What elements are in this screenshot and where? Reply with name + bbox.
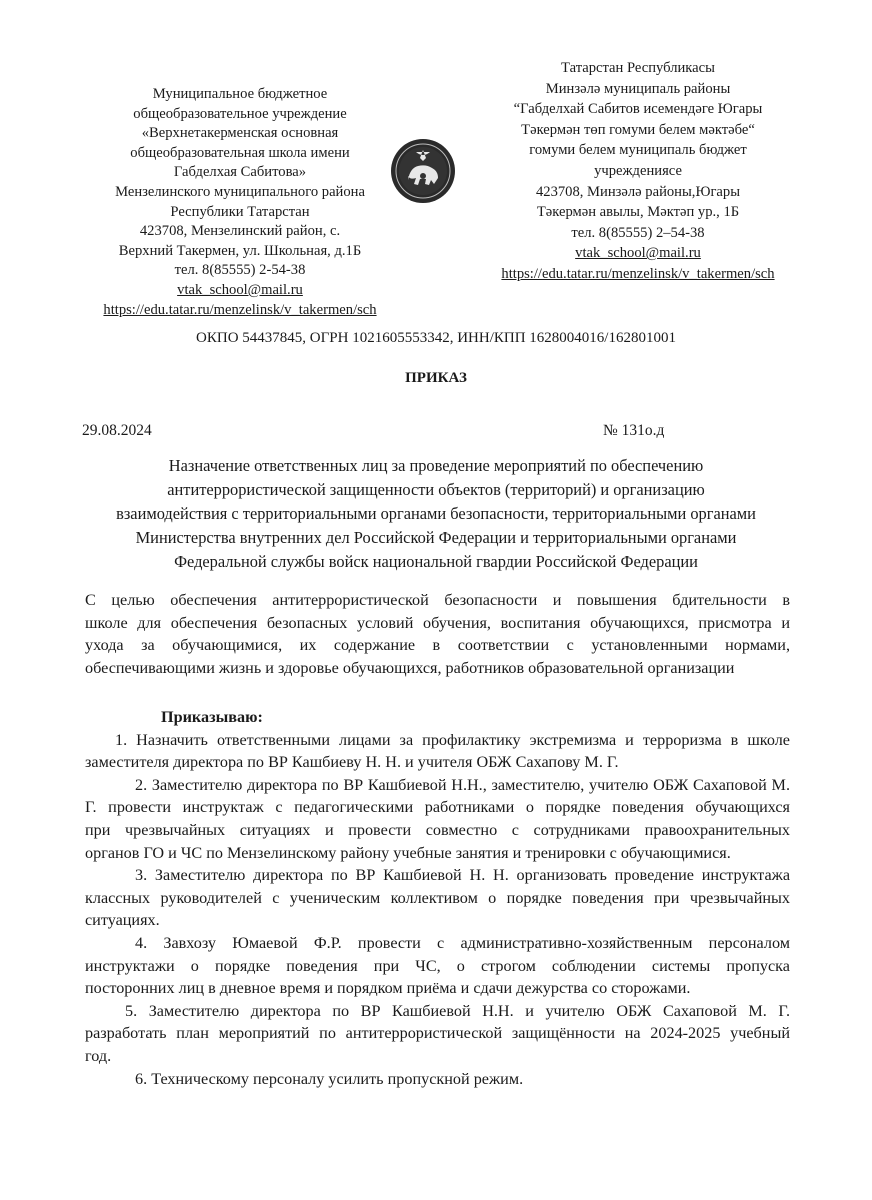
orders-list: [85, 706, 790, 1090]
order-subject: [60, 454, 812, 574]
order-line: 3. Заместителю директора по ВР Кашбиевой Н. Н. организовать проведение инструктажа: [135, 866, 790, 885]
organization-codes: ОКПО 54437845, ОГРН 1021605553342, ИНН/КПП 1628004016/162801001: [196, 330, 676, 346]
order-item: [85, 774, 790, 864]
header-line: общеобразовательная школа имени: [130, 144, 350, 161]
header-line: 423708, Минзәлә районы,Югары: [535, 183, 741, 200]
order-item: [85, 729, 790, 774]
subject-line: взаимодействия с территориальными органами безопасности, территориальными органами: [116, 504, 756, 524]
order-line: 6. Техническому персоналу усилить пропускной режим.: [135, 1069, 524, 1088]
order-number: № 131о.д: [603, 422, 665, 439]
subject-line: Министерства внутренних дел Российской Федерации и территориальными органами: [135, 528, 737, 548]
header-line: «Верхнетакерменская основная: [141, 125, 339, 142]
header-line: Тәкермән авылы, Мәктәп ур., 1Б: [536, 204, 740, 221]
website-link[interactable]: https://edu.tatar.ru/menzelinsk/v_takermen/sch: [501, 265, 775, 282]
order-line: заместителя директора по ВР Кашбиеву Н. Н. и учителя ОБЖ Сахапову М. Г.: [85, 753, 619, 772]
order-item: [85, 1000, 790, 1068]
header-line: Республики Татарстан: [170, 203, 310, 220]
subject-line: антитеррористической защищенности объектов (территорий) и организацию: [167, 480, 705, 500]
header-line: гомуми белем муниципаль бюджет: [529, 142, 747, 159]
website-link[interactable]: https://edu.tatar.ru/menzelinsk/v_takermen/sch: [103, 301, 377, 318]
subject-line: Назначение ответственных лиц за проведение мероприятий по обеспечению: [168, 456, 704, 475]
order-line: 4. Завхозу Юмаевой Ф.Р. провести с административно-хозяйственным персоналом: [135, 933, 790, 952]
header-line: тел. 8(85555) 2–54-38: [571, 224, 705, 241]
intro-paragraph: [85, 589, 790, 679]
email-link[interactable]: vtak_school@mail.ru: [177, 281, 303, 298]
header-line: 423708, Мензелинский район, с.: [139, 223, 341, 240]
intro-line: школе для обеспечения безопасных условий обучения, воспитания обучающихся, присмотра и: [85, 613, 790, 632]
subject-line: Федеральной службы войск национальной гвардии Российской Федерации: [174, 552, 698, 572]
coat-of-arms-icon: [390, 138, 456, 204]
header-line: Минзәлә муниципаль районы: [545, 80, 731, 97]
order-line: посторонних лиц в дневное время и порядком приёма и сдачи дежурства со сторожами.: [85, 979, 691, 998]
order-item: [85, 932, 790, 1000]
header-line: Верхний Такермен, ул. Школьная, д.1Б: [118, 242, 362, 259]
order-line: классных руководителей с ученическим коллективом о порядке поведения при чрезвычайных: [85, 888, 790, 907]
order-line: 2. Заместителю директора по ВР Кашбиевой Н.Н., заместителю, учителю ОБЖ Сахаповой М.: [135, 775, 790, 794]
header-line: Татарстан Республикасы: [561, 60, 715, 76]
document-title: ПРИКАЗ: [405, 370, 467, 386]
header-line: Мензелинского муниципального района: [115, 183, 365, 200]
intro-line: ухода за обучающимися, их содержание в соответствии с установленными нормами,: [85, 636, 790, 655]
intro-line: обеспечивающими жизнь и здоровье обучающихся, работников образовательной организации: [85, 658, 735, 677]
intro-line: С целью обеспечения антитеррористической безопасности и повышения бдительности в: [85, 591, 790, 609]
header-right-block: [455, 58, 821, 285]
order-line: при чрезвычайных ситуациях и провести совместно с сотрудниками правоохранительных: [85, 820, 790, 839]
header-line: общеобразовательное учреждение: [133, 105, 347, 122]
header-line: “Габделхай Сабитов исемендәге Югары: [513, 101, 763, 118]
header-line: Муниципальное бюджетное: [152, 86, 328, 102]
header-line: учреждениясе: [594, 162, 682, 179]
order-line: разработать план мероприятий по антитеррористической защищённости на 2024-2025 учебный: [85, 1024, 790, 1043]
order-line: инструктажи о порядке поведения при ЧС, о строгом соблюдении системы пропуска: [85, 956, 790, 975]
header-left-block: [60, 85, 420, 320]
order-line: Г. провести инструктаж с педагогическими работниками о порядке поведения обучающихся: [85, 798, 790, 817]
header-line: Габделхая Сабитова»: [173, 164, 307, 181]
order-line: год.: [85, 1046, 112, 1065]
order-line: органов ГО и ЧС по Мензелинскому району учебные занятия и тренировки с обучающимися.: [85, 843, 731, 862]
order-item: [85, 864, 790, 932]
order-item: [85, 1068, 790, 1091]
header-line: Тәкермән төп гомуми белем мәктәбе“: [521, 121, 755, 138]
order-line: 5. Заместителю директора по ВР Кашбиевой Н.Н. и учителю ОБЖ Сахаповой М. Г.: [125, 1001, 790, 1020]
order-line: 1. Назначить ответственными лицами за профилактику экстремизма и терроризма в школе: [115, 730, 790, 749]
orders-heading: Приказываю:: [161, 708, 263, 726]
order-date: 29.08.2024: [82, 422, 152, 439]
email-link[interactable]: vtak_school@mail.ru: [575, 245, 701, 262]
order-line: ситуациях.: [85, 911, 160, 930]
header-line: тел. 8(85555) 2-54-38: [174, 262, 306, 279]
